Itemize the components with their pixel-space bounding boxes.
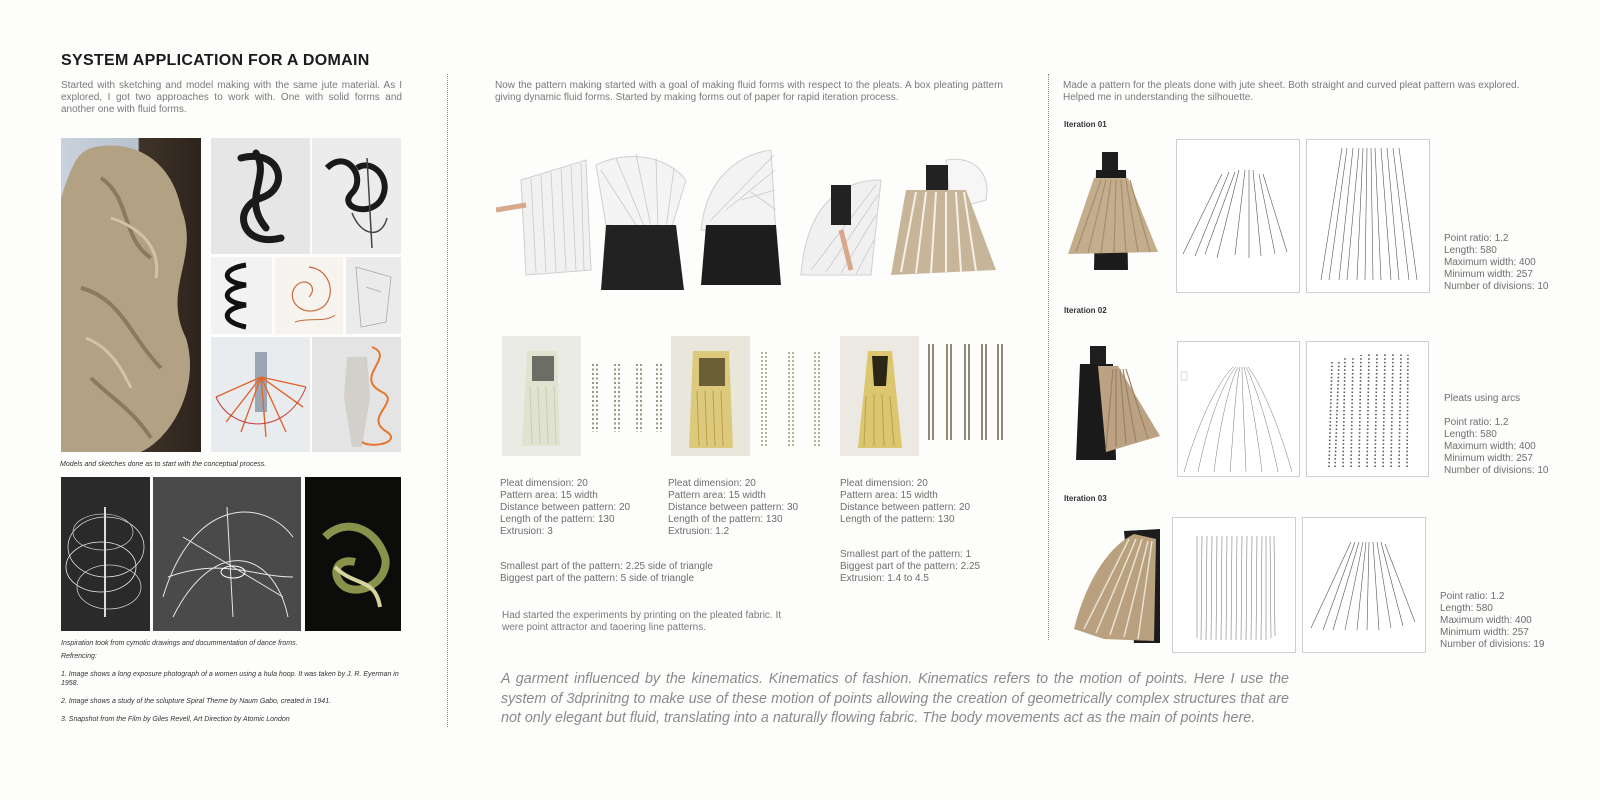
spec-line: Length: 580 <box>1444 245 1497 256</box>
spec-line: Point ratio: 1.2 <box>1444 233 1509 244</box>
spec-line: Smallest part of the pattern: 1 <box>840 549 972 560</box>
iteration-03-label: Iteration 03 <box>1064 494 1107 503</box>
ink-sketch-photo-2 <box>312 138 401 254</box>
spec-line: Extrusion: 1.2 <box>668 526 730 537</box>
column-divider-2 <box>1048 74 1049 640</box>
dress-form-spiral-photo <box>312 337 401 452</box>
spec-line: Pleat dimension: 20 <box>668 478 756 489</box>
spec-line: Pattern area: 15 width <box>500 490 598 501</box>
spec-line: Minimum width: 257 <box>1444 453 1533 464</box>
spec-line: Length of the pattern: 130 <box>668 514 783 525</box>
reference-1: 1. Image shows a long exposure photograph of a women using a hula hoop. It was taken by J. R. Eyerman in 1958. <box>61 671 399 687</box>
spec-line: Minimum width: 257 <box>1444 269 1533 280</box>
spec-line: Length of the pattern: 130 <box>500 514 615 525</box>
kinematics-quote: A garment influenced by the kinematics. Kinematics of fashion. Kinematics refers to the motion of points. Here I use the system of 3dprinitng to make use of these motion of points allowing the creation of geometrically complex structures that are not only elegant but fluid, translating into a naturally flowing fabric. The body movements act as the main of points here. <box>501 671 1289 726</box>
spec-group-1-extra <box>500 561 713 585</box>
referencing-label: Refrencing: <box>61 653 97 660</box>
dance-film-snapshot <box>305 477 401 631</box>
spec-line: Length: 580 <box>1444 429 1497 440</box>
reference-2: 2. Image shows a study of the sclupture Spiral Theme by Naum Gabo, created in 1941. <box>61 698 332 705</box>
spec-line: Maximum width: 400 <box>1444 257 1536 268</box>
spec-line: Number of divisions: 10 <box>1444 281 1549 292</box>
spec-line: Distance between pattern: 20 <box>840 502 971 513</box>
iteration-02-specs <box>1444 393 1549 477</box>
orange-string-model-photo <box>211 337 310 452</box>
spec-line: Extrusion: 3 <box>500 526 553 537</box>
paper-form-3 <box>701 150 781 285</box>
printed-sample-2 <box>671 336 750 456</box>
column2-intro: Now the pattern making started with a goal of making fluid forms with respect to the pleats. A box pleating pattern giving dynamic fluid forms. Started by making forms out of paper for rapid iteration process. <box>495 80 1003 103</box>
iteration-02-pattern-sheet-1 <box>1177 341 1300 477</box>
pattern-dots-1 <box>587 362 667 434</box>
paper-form-4 <box>801 180 881 275</box>
spec-line: Pattern area: 15 width <box>840 490 938 501</box>
iteration-03-pattern-sheet-1 <box>1172 517 1296 653</box>
iteration-01-specs <box>1444 233 1549 293</box>
hula-hoop-photo <box>61 477 150 631</box>
spec-group-3 <box>840 478 970 526</box>
spec-line: Pleats using arcs <box>1444 393 1521 404</box>
spec-line: Point ratio: 1.2 <box>1440 591 1505 602</box>
paper-form-2 <box>596 154 686 290</box>
inspiration-caption: Inspiration took from cymotic drawings and docummentation of dance froms. <box>61 640 298 647</box>
orange-spiral-sketch <box>275 257 343 334</box>
spec-line: Length: 580 <box>1440 603 1493 614</box>
spec-line: Smallest part of the pattern: 2.25 side of triangle <box>500 561 713 572</box>
spiral-theme-sculpture-photo <box>153 477 301 631</box>
spiral-sketch-photo <box>211 257 272 334</box>
iteration-03-garment-photo <box>1064 529 1160 643</box>
printed-sample-1 <box>502 336 581 456</box>
spec-line <box>1444 405 1549 417</box>
spec-line: Number of divisions: 19 <box>1440 639 1545 650</box>
column-divider-1 <box>447 74 448 727</box>
spec-line: Maximum width: 400 <box>1440 615 1532 626</box>
ink-sketch-photo-1 <box>211 138 310 254</box>
pattern-dots-2 <box>757 350 829 448</box>
iteration-03-specs <box>1440 591 1545 651</box>
spec-line: Minimum width: 257 <box>1440 627 1529 638</box>
paper-form-5 <box>891 159 996 275</box>
iteration-01-garment-photo <box>1066 150 1162 278</box>
experiment-note: Had started the experiments by printing on the pleated fabric. It were point attractor and taoering line patterns. <box>502 610 782 633</box>
spec-group-1 <box>500 478 630 538</box>
spec-line: Biggest part of the pattern: 5 side of triangle <box>500 573 695 584</box>
paper-pleat-forms-row <box>496 150 1000 290</box>
iteration-01-label: Iteration 01 <box>1064 120 1107 129</box>
spec-line: Pleat dimension: 20 <box>840 478 928 489</box>
spec-line: Pattern area: 15 width <box>668 490 766 501</box>
spec-group-3-extra <box>840 549 980 585</box>
paper-form-1 <box>496 160 591 275</box>
spec-group-2 <box>668 478 798 538</box>
spec-line: Distance between pattern: 20 <box>500 502 631 513</box>
column3-intro: Made a pattern for the pleats done with jute sheet. Both straight and curved pleat pattern was explored. Helped me in understanding the silhouette. <box>1063 80 1520 103</box>
printed-sample-3 <box>840 336 919 456</box>
spec-line: Number of divisions: 10 <box>1444 465 1549 476</box>
spec-line: Maximum width: 400 <box>1444 441 1536 452</box>
spec-line: Point ratio: 1.2 <box>1444 417 1509 428</box>
reference-3: 3. Snapshot from the Film by Giles Revell, Art Direction by Atomic London <box>61 716 290 723</box>
column1-intro: Started with sketching and model making with the same jute material. As I explored, I got two approaches to work with. One with solid forms and another one with fluid forms. <box>61 80 402 115</box>
jute-model-photo <box>61 138 201 452</box>
iteration-01-pattern-sheet-2 <box>1306 139 1430 293</box>
tapering-line-pattern <box>925 342 1005 442</box>
page-title: SYSTEM APPLICATION FOR A DOMAIN <box>61 52 370 69</box>
spec-line: Pleat dimension: 20 <box>500 478 588 489</box>
iteration-02-label: Iteration 02 <box>1064 306 1107 315</box>
spec-line: Distance between pattern: 30 <box>668 502 799 513</box>
spec-line: Biggest part of the pattern: 2.25 <box>840 561 981 572</box>
spec-line: Length of the pattern: 130 <box>840 514 955 525</box>
iteration-02-garment-photo <box>1068 344 1164 462</box>
models-caption: Models and sketches done as to start with the conceptual process. <box>60 461 267 468</box>
iteration-03-pattern-sheet-2 <box>1302 517 1426 653</box>
iteration-02-pattern-sheet-2 <box>1306 341 1429 477</box>
pencil-sketch-photo <box>346 257 401 334</box>
spec-line: Extrusion: 1.4 to 4.5 <box>840 573 929 584</box>
iteration-01-pattern-sheet-1 <box>1176 139 1300 293</box>
